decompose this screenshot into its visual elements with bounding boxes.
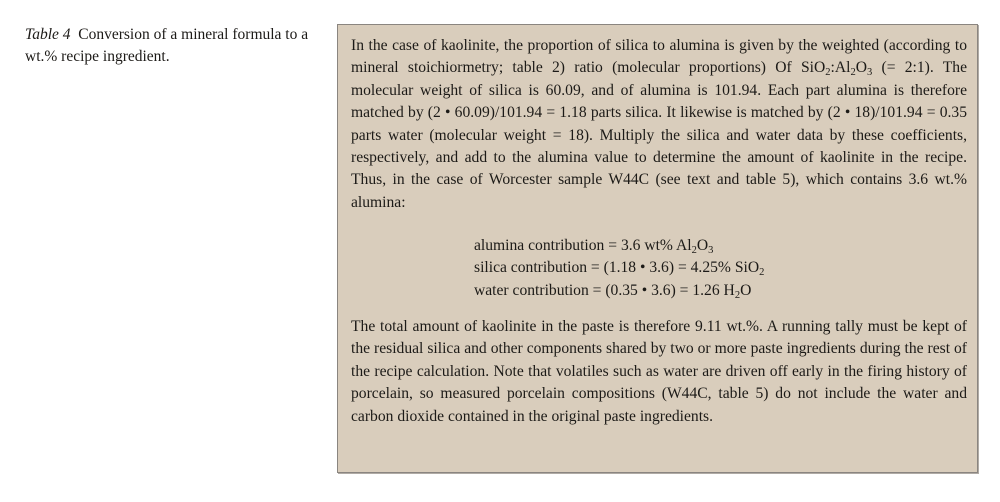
equation-alumina: alumina contribution = 3.6 wt% $Al_2O_3$ [474, 237, 714, 256]
paragraph-intro [351, 35, 967, 214]
equation-silica: silica contribution = (1.18 • 3.6) = 4.25% SiO$_2$ [474, 259, 765, 279]
equations [474, 235, 764, 302]
paragraph-intro-a: In the case of kaolinite, the proportion of silica to alumina is given by the weighted (according to mineral stoichiormetry; table 2) ratio (molecular proportions) Of [351, 37, 967, 77]
table-box [337, 24, 978, 473]
paragraph-conclusion: The total amount of kaolinite in the paste is therefore 9.11 wt.%. A running tally must be kept of the residual silica and other components shared by two or more paste ingredients during the rest of the recipe calculation. Note that volatiles such as water are driven off early in the firing history of porcelain, so measured porcelain compositions (W44C, table 5) do not include the water and carbon dioxide contained in the original paste ingredients. [351, 318, 967, 425]
equation-water: water contribution = (0.35 • 3.6) = 1.26 $H_2O$ [474, 281, 752, 301]
table-caption [25, 24, 325, 68]
table-caption-text: Conversion of a mineral formula to a wt.% recipe ingredient. [25, 26, 309, 65]
ratio-formula: $SiO_2:Al_2O_3$ [801, 59, 873, 79]
table-label: Table 4 [25, 26, 71, 43]
paragraph-intro-b: (= 2:1). The molecular weight of silica is 60.09, and of alumina is 101.94. Each part alumina is therefore matched by (2 • 60.09)/101.94 = 1.18 parts silica. It likewise is matched by (2 • 18)/101.94 = 0.35 parts water (molecular weight = 18). Multiply the silica and water data by these coefficients, respectively, and add to the alumina value to determine the amount of kaolinite in the recipe. Thus, in the case of Worcester sample W44C (see text and table 5), which contains 3.6 wt.% alumina: [351, 59, 967, 211]
